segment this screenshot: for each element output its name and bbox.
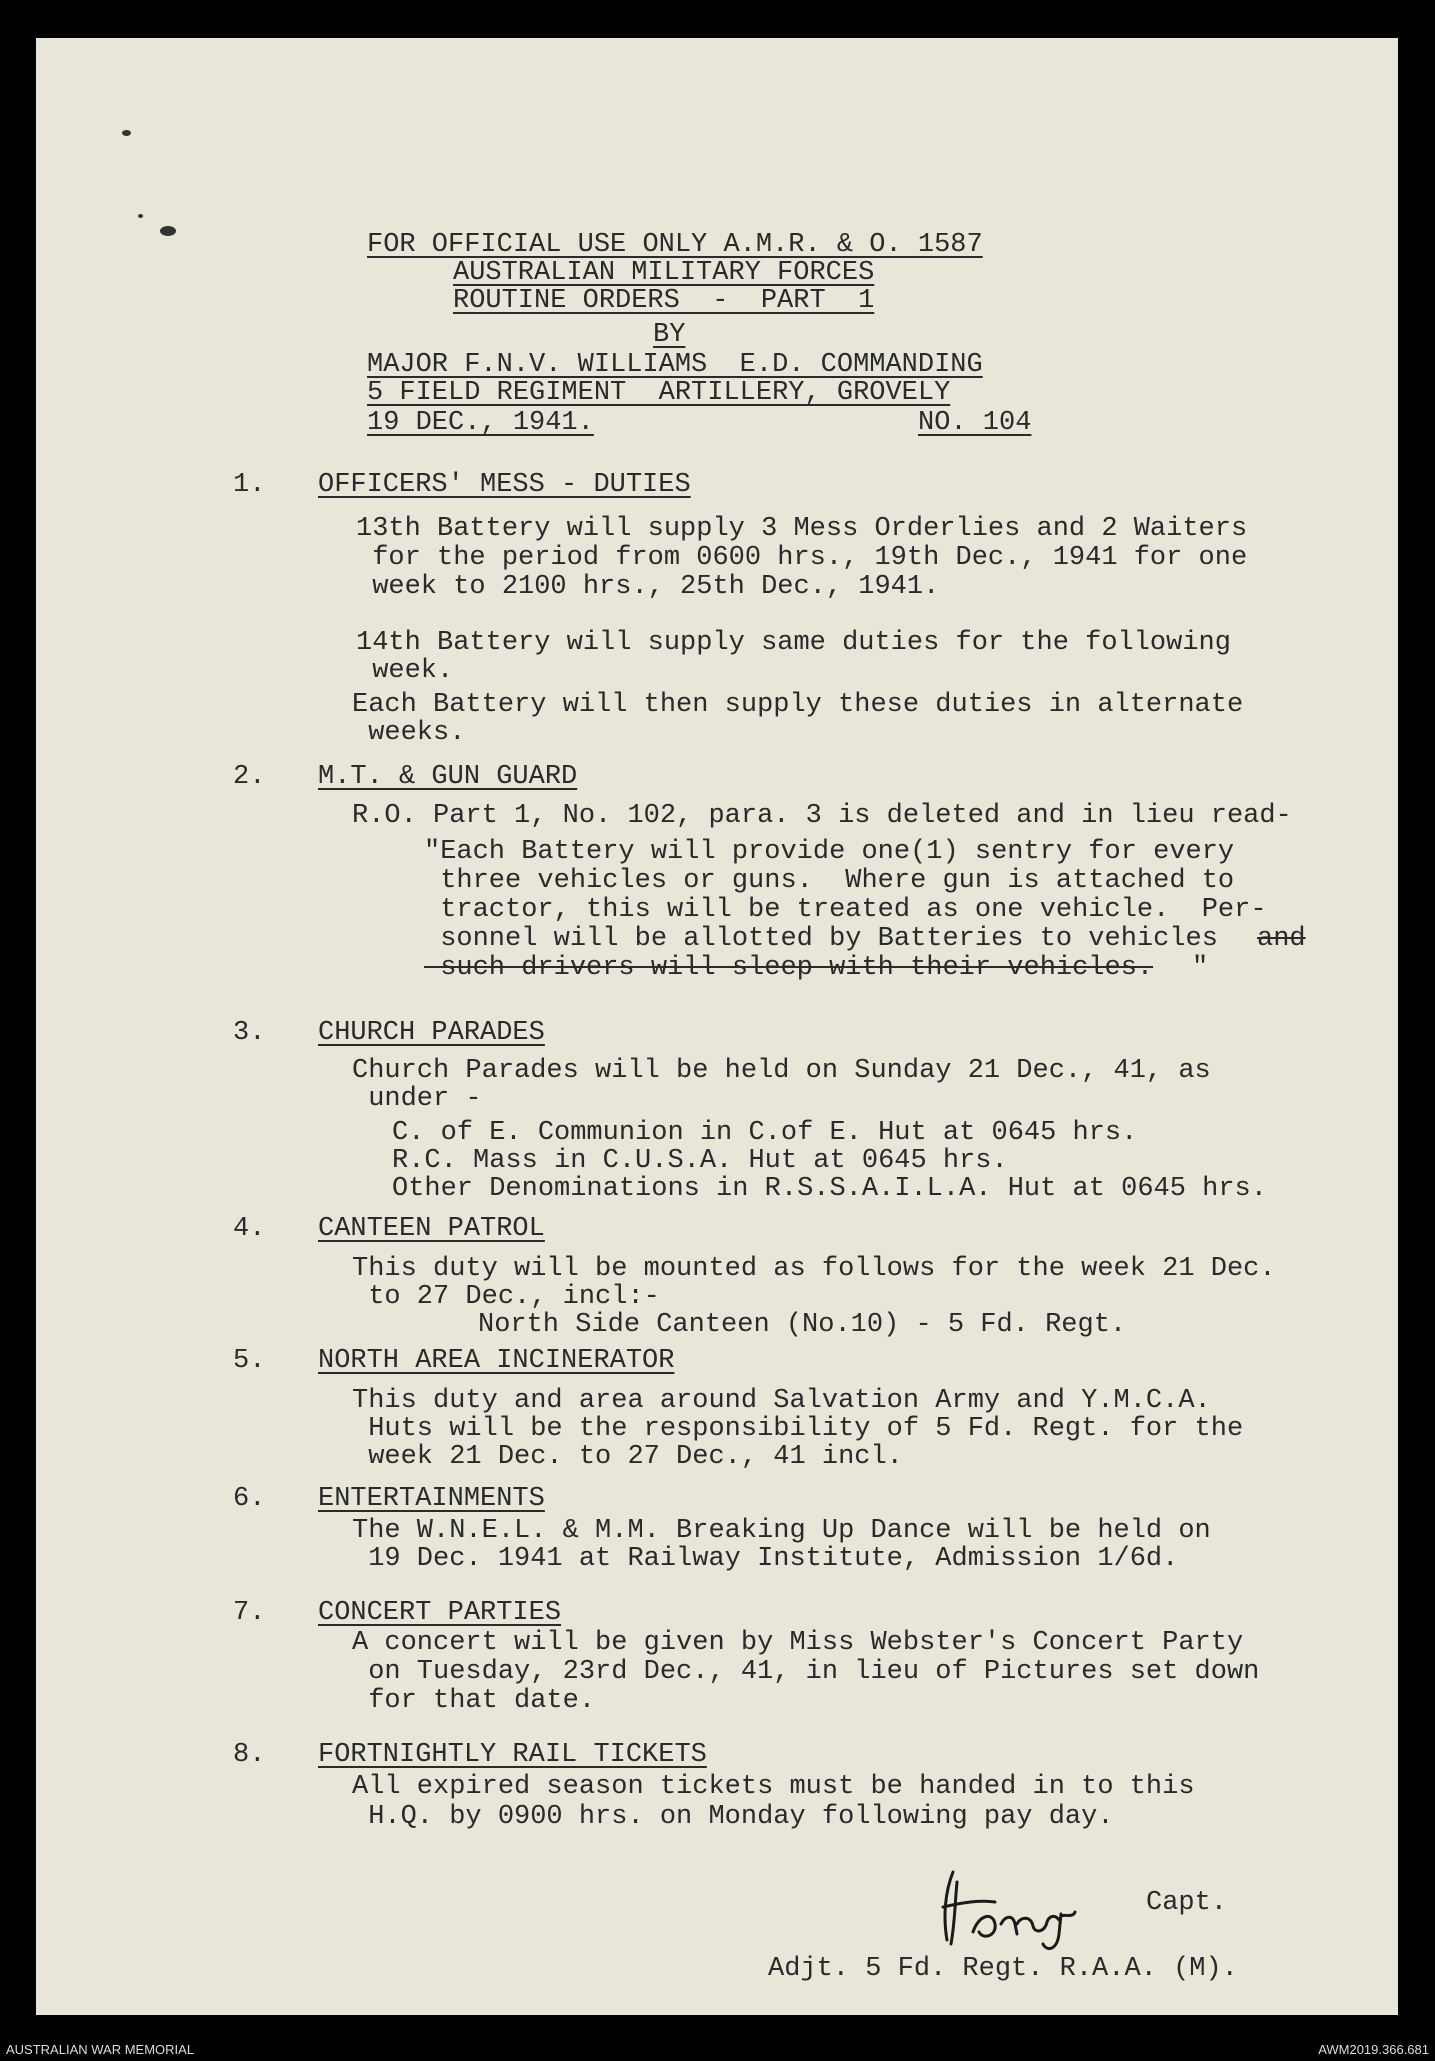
item-text-line: week to 2100 hrs., 25th Dec., 1941.: [356, 572, 940, 602]
item-title: CHURCH PARADES: [318, 1018, 545, 1048]
header-line-5: MAJOR F.N.V. WILLIAMS E.D. COMMANDING: [367, 350, 983, 380]
archive-id: AWM2019.366.681: [1318, 2042, 1429, 2057]
item-text-line: Other Denominations in R.S.S.A.I.L.A. Hut at 0645 hrs.: [392, 1174, 1267, 1204]
header-line-4: BY: [653, 320, 686, 350]
item-text-line: week 21 Dec. to 27 Dec., 41 incl.: [352, 1442, 903, 1472]
header-order-number: NO. 104: [918, 408, 1032, 438]
item-text-line: C. of E. Communion in C.of E. Hut at 0645 hrs.: [392, 1118, 1138, 1148]
item-title: NORTH AREA INCINERATOR: [318, 1346, 675, 1376]
paper-speck: [122, 130, 131, 136]
signatory-position: Adjt. 5 Fd. Regt. R.A.A. (M).: [768, 1954, 1238, 1984]
item-text-line: weeks.: [352, 718, 466, 748]
item-text-line: Church Parades will be held on Sunday 21 Dec., 41, as: [352, 1056, 1211, 1086]
item-number: 3.: [233, 1018, 266, 1048]
item-text-line: sonnel will be allotted by Batteries to vehicles: [424, 924, 1218, 954]
item-title: CONCERT PARTIES: [318, 1598, 562, 1628]
item-text-line: 14th Battery will supply same duties for the following: [356, 628, 1231, 658]
item-text-line: ": [1192, 953, 1209, 983]
header-line-1: FOR OFFICIAL USE ONLY A.M.R. & O. 1587: [367, 230, 983, 260]
struck-text: and: [1257, 924, 1306, 954]
item-text-line: three vehicles or guns. Where gun is attached to: [424, 866, 1235, 896]
header-date: 19 DEC., 1941.: [367, 408, 594, 438]
handwritten-signature: [935, 1862, 1105, 1952]
item-title: ENTERTAINMENTS: [318, 1484, 545, 1514]
item-text-line: for the period from 0600 hrs., 19th Dec., 1941 for one: [356, 543, 1248, 573]
item-text-line: 19 Dec. 1941 at Railway Institute, Admission 1/6d.: [352, 1544, 1179, 1574]
item-text-line: This duty will be mounted as follows for the week 21 Dec.: [352, 1254, 1276, 1284]
item-number: 7.: [233, 1598, 266, 1628]
item-number: 1.: [233, 470, 266, 500]
signatory-rank: Capt.: [1146, 1888, 1228, 1918]
header-line-3: ROUTINE ORDERS - PART 1: [453, 286, 875, 316]
item-text-line: Huts will be the responsibility of 5 Fd. Regt. for the: [352, 1414, 1244, 1444]
item-text-line: "Each Battery will provide one(1) sentry for every: [424, 837, 1235, 867]
item-text-line: A concert will be given by Miss Webster's Concert Party: [352, 1628, 1244, 1658]
item-title: OFFICERS' MESS - DUTIES: [318, 470, 691, 500]
item-text-line: tractor, this will be treated as one vehicle. Per-: [424, 895, 1267, 925]
item-text-line: R.C. Mass in C.U.S.A. Hut at 0645 hrs.: [392, 1146, 1008, 1176]
paper-speck: [138, 214, 143, 218]
header-line-2: AUSTRALIAN MILITARY FORCES: [453, 258, 875, 288]
item-number: 5.: [233, 1346, 266, 1376]
header-line-6: 5 FIELD REGIMENT ARTILLERY, GROVELY: [367, 378, 951, 408]
item-text-line: The W.N.E.L. & M.M. Breaking Up Dance will be held on: [352, 1516, 1211, 1546]
item-text-line: on Tuesday, 23rd Dec., 41, in lieu of Pictures set down: [352, 1657, 1260, 1687]
item-number: 4.: [233, 1214, 266, 1244]
item-title: CANTEEN PATROL: [318, 1214, 545, 1244]
item-number: 8.: [233, 1740, 266, 1770]
struck-text: such drivers will sleep with their vehicles.: [424, 953, 1154, 983]
item-text-line: R.O. Part 1, No. 102, para. 3 is deleted and in lieu read-: [352, 801, 1292, 831]
item-title: M.T. & GUN GUARD: [318, 762, 578, 792]
item-text-line: 13th Battery will supply 3 Mess Orderlies and 2 Waiters: [356, 514, 1248, 544]
item-number: 6.: [233, 1484, 266, 1514]
paper-speck: [160, 226, 176, 236]
item-text-line: to 27 Dec., incl:-: [352, 1282, 660, 1312]
item-text-line: Each Battery will then supply these duties in alternate: [352, 690, 1244, 720]
item-title: FORTNIGHTLY RAIL TICKETS: [318, 1740, 707, 1770]
archive-credit: AUSTRALIAN WAR MEMORIAL: [6, 2042, 195, 2057]
item-text-line: for that date.: [352, 1686, 596, 1716]
item-text-line: This duty and area around Salvation Army and Y.M.C.A.: [352, 1386, 1211, 1416]
item-text-line: All expired season tickets must be handed in to this: [352, 1772, 1195, 1802]
item-text-line: week.: [356, 656, 454, 686]
item-text-line: under -: [352, 1084, 482, 1114]
item-text-line: H.Q. by 0900 hrs. on Monday following pay day.: [352, 1802, 1114, 1832]
item-text-line: North Side Canteen (No.10) - 5 Fd. Regt.: [478, 1310, 1127, 1340]
item-number: 2.: [233, 762, 266, 792]
